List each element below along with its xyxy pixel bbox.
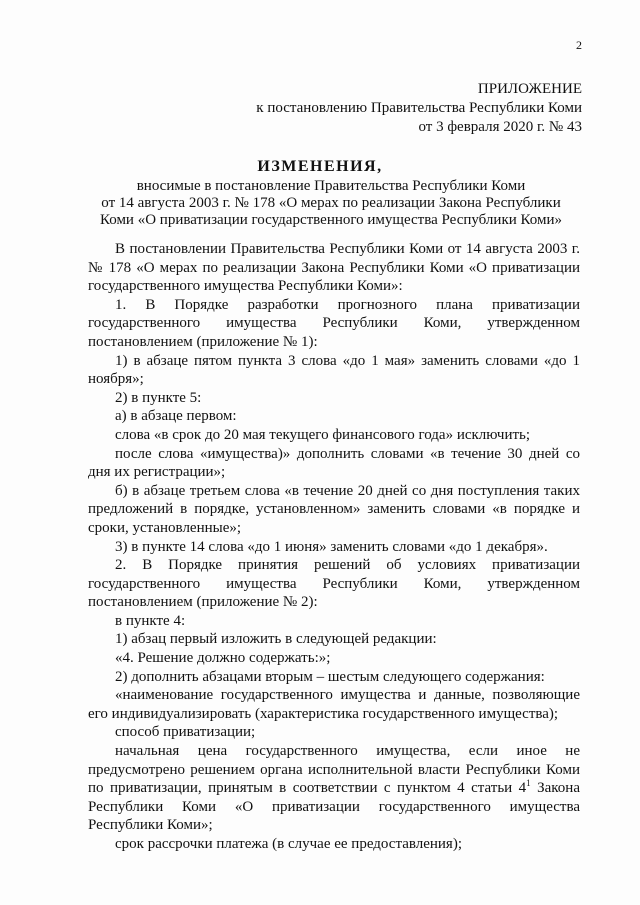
paragraph-1-2b: б) в абзаце третьем слова «в течение 20 дней со дня поступления таких предложений в порядке, установленном» заменить словами «в порядке и сроки, установленные»; [88,482,580,536]
paragraph-2-2a: «наименование государственного имущества и данные, позволяющие его индивидуализировать (характеристика государственного имущества); [88,687,580,722]
paragraph-2-2: 2) дополнить абзацами вторым – шестым следующего содержания: [115,668,545,685]
paragraph-1-2: 2) в пункте 5: [115,389,202,406]
document-subtitle [80,178,582,229]
paragraph-1-2a-2: после слова «имущества)» дополнить словами «в течение 30 дней со дня их регистрации»; [88,445,580,481]
paragraph-2-2c-text: начальная цена государственного имущества, если иное не предусмотрено решением органа исполнительной власти Республики Коми по приватизации, принятым в соответствии с пунктом 4 статьи 4 [88,743,580,797]
paragraph-2: 2. В Порядке принятия решений об условиях приватизации государственного имущества Республики Коми, утвержденном постановлением (приложение № 2): [88,557,580,611]
document-body [88,240,580,854]
paragraph-1-2a-1: слова «в срок до 20 мая текущего финансового года» исключить; [115,426,531,443]
document-title: ИЗМЕНЕНИЯ, [257,158,383,175]
appendix-header [182,80,582,137]
article-superscript: 1 [526,778,531,789]
subtitle-line-1: вносимые в постановление Правительства Республики Коми [136,178,526,194]
paragraph-2-1-quote: «4. Решение должно содержать:»; [115,650,331,667]
subtitle-line-3: Коми «О приватизации государственного имущества Республики Коми» [99,212,563,228]
paragraph-2-a: в пункте 4: [115,612,186,629]
paragraph-1-1: 1) в абзаце пятом пункта 3 слова «до 1 мая» заменить словами «до 1 ноября»; [88,352,580,388]
appendix-line-1: к постановлению Правительства Республики Коми [256,100,582,116]
paragraph-2-2c-tail: Закона Республики Коми «О приватизации государственного имущества Республики Коми»; [88,780,580,834]
paragraph-1: 1. В Порядке разработки прогнозного плана приватизации государственного имущества Республики Коми, утвержденном постановлением (приложение № 1): [88,296,580,350]
page-number: 2 [576,38,582,52]
paragraph-1-3: 3) в пункте 14 слова «до 1 июня» заменить словами «до 1 декабря». [115,538,548,555]
paragraph-2-1: 1) абзац первый изложить в следующей редакции: [115,631,437,648]
appendix-label: ПРИЛОЖЕНИЕ [477,81,582,97]
paragraph-1-2a: а) в абзаце первом: [115,408,237,425]
paragraph-2-2c [88,742,580,835]
paragraph-intro: В постановлении Правительства Республики Коми от 14 августа 2003 г. № 178 «О мерах по реализации Закона Республики Коми «О приватизации государственного имущества Республики Коми»: [88,241,580,295]
subtitle-line-2: от 14 августа 2003 г. № 178 «О мерах по реализации Закона Республики [101,195,561,211]
paragraph-2-2d: срок рассрочки платежа (в случае ее предоставления); [115,836,462,852]
appendix-line-2: от 3 февраля 2020 г. № 43 [418,119,582,135]
paragraph-2-2b: способ приватизации; [115,724,256,741]
